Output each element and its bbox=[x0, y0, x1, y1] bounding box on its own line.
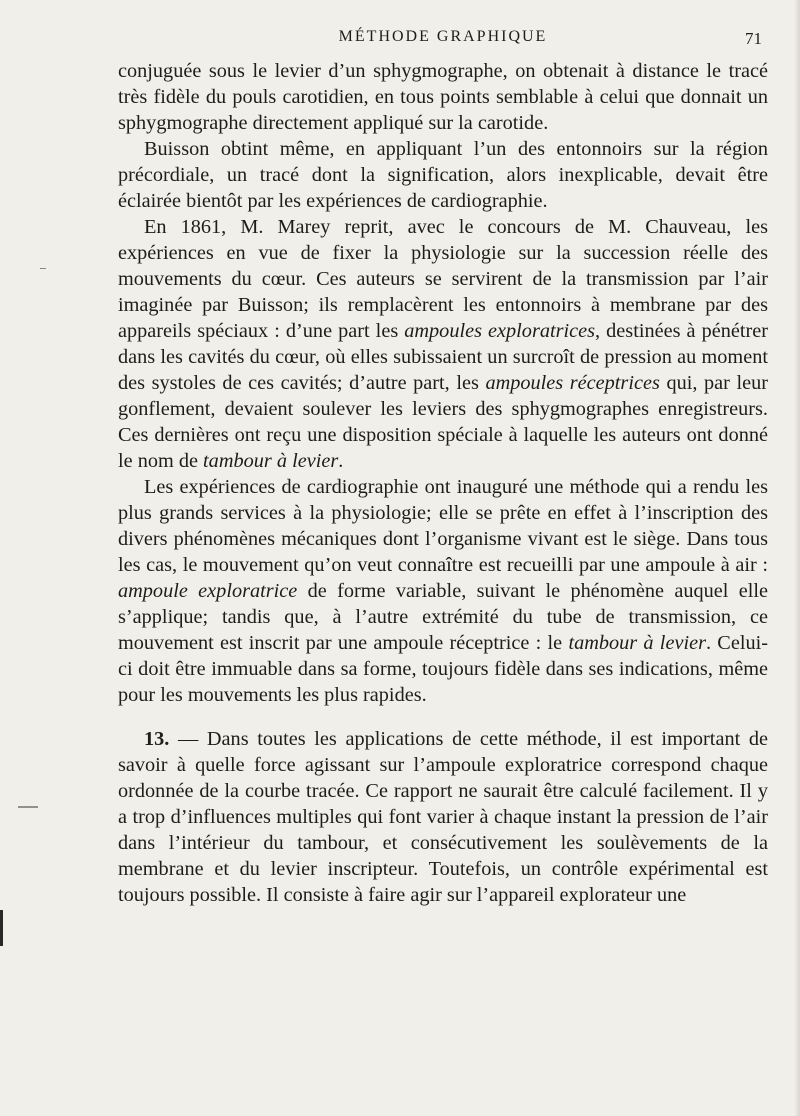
italic-term: ampoule exploratrice bbox=[118, 580, 298, 602]
paragraph-text: En 1861, M. Marey reprit, avec le concours de M. Chauveau, les expériences en vue de fixer la physiologie sur la succession réelle des mouvements du cœur. Ces auteurs se servirent de la transmission par l’air imaginée par Buisson; ils remplacèrent les entonnoirs à membrane par des appareils spéciaux : d’une part les bbox=[118, 216, 768, 342]
paragraph-text: qui, par leur gonflement, devaient soulever les leviers des sphygmographes enregistreurs. Ces dernières ont reçu une disposition spéciale à laquelle les auteurs ont donné le nom de bbox=[118, 372, 769, 472]
section-number: 13. bbox=[144, 728, 170, 750]
running-title: MÉTHODE GRAPHIQUE bbox=[338, 28, 548, 45]
page-header bbox=[118, 28, 768, 52]
scan-artifact bbox=[40, 268, 46, 269]
paragraph-cardiographie bbox=[118, 474, 768, 708]
paragraph-text: Les expériences de cardiographie ont inauguré une méthode qui a rendu les plus grands services à la physiologie; elle se prête en effet à l’inscription des divers phénomènes mécaniques dont l’organisme vivant est le siège. Dans tous les cas, le mouvement qu’on veut connaître est recueilli par une ampoule à air : bbox=[118, 476, 768, 576]
paragraph-section-13 bbox=[118, 726, 768, 908]
paragraph-text: , destinées à pénétrer dans les cavités du cœur, où elles subissaient un surcroît de pression au moment des systoles de ces cavités; d’autre part, les bbox=[118, 320, 768, 394]
paragraph-buisson bbox=[118, 136, 768, 214]
paragraph-text: Buisson obtint même, en appliquant l’un des entonnoirs sur la région précordiale, un tracé dont la signification, alors inexplicable, devait être éclairée bientôt par les expériences de cardiographie. bbox=[118, 138, 768, 212]
paragraph-text: — Dans toutes les applications de cette méthode, il est important de savoir à quelle force agissant sur l’ampoule exploratrice correspond chaque ordonnée de la courbe tracée. Ce rapport ne saurait être calculé facilement. Il y a trop d’influences multiples qui font varier à chaque instant la pression de l’air dans l’intérieur du tambour, et consécutivement les soulèvements de la membrane et du levier inscripteur. Toutefois, un contrôle expérimental est toujours possible. Il consiste à faire agir sur l’appareil explorateur une bbox=[118, 728, 768, 906]
italic-term: ampoules exploratrices bbox=[404, 320, 596, 342]
italic-term: tambour à levier bbox=[568, 632, 706, 654]
paragraph-text: de forme variable, suivant le phénomène auquel elle s’applique; tandis que, à l’autre extrémité du tube de transmission, ce mouvement est inscrit par une ampoule réceptrice : le bbox=[118, 580, 768, 654]
italic-term: ampoules réceptrices bbox=[485, 372, 660, 394]
scan-artifact bbox=[18, 806, 38, 808]
paragraph-continuation bbox=[118, 58, 768, 136]
paragraph-text: . bbox=[338, 450, 344, 472]
paragraph-text: . Celui-ci doit être immuable dans sa forme, toujours fidèle dans ses indications, même pour les mouvements les plus rapides. bbox=[118, 632, 768, 706]
scan-artifact bbox=[0, 910, 3, 946]
italic-term: tambour à levier bbox=[203, 450, 339, 472]
paragraph-text: conjuguée sous le levier d’un sphygmographe, on obtenait à distance le tracé très fidèle du pouls carotidien, en tous points semblable à celui que donnait un sphygmographe directement appliqué sur la carotide. bbox=[118, 60, 768, 134]
paragraph-marey bbox=[118, 214, 768, 474]
body-text bbox=[118, 58, 768, 908]
page-number: 71 bbox=[745, 29, 762, 48]
page-edge-shadow bbox=[794, 0, 800, 1116]
